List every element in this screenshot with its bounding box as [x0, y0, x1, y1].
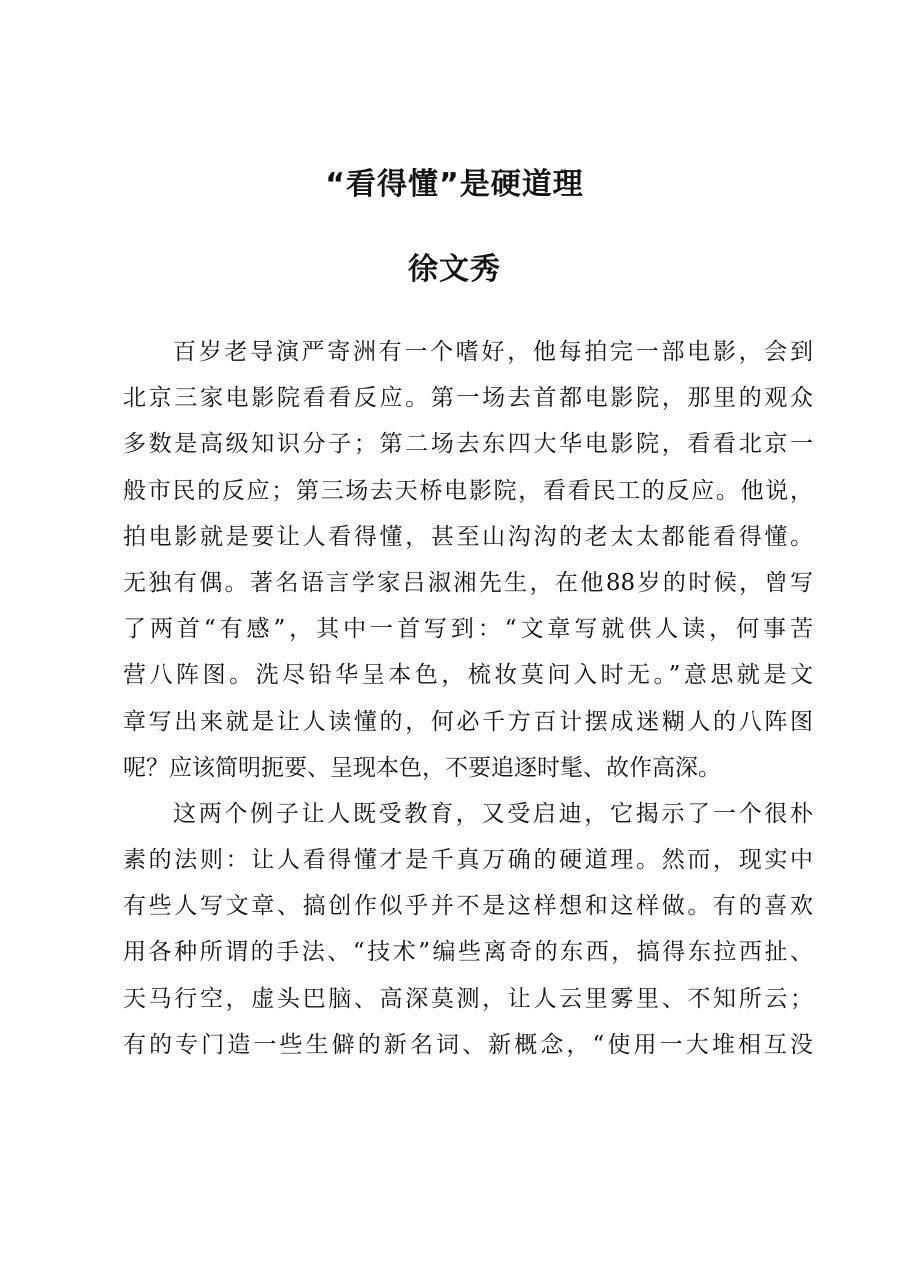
paragraph-2-line-1: 这两个例子让人既受教育，又受启迪，它揭示了一个很朴 [173, 800, 813, 827]
paragraph-2-line-3: 有些人写文章、搞创作似乎并不是这样想和这样做。有的喜欢 [123, 893, 813, 920]
paragraph-1-line-4: 般市民的反应；第三场去天桥电影院，看看民工的反应。他说， [123, 477, 813, 504]
paragraph-1-line-3: 多数是高级知识分子；第二场去东四大华电影院，看看北京一 [123, 431, 813, 458]
paragraph-2-line-2: 素的法则：让人看得懂才是千真万确的硬道理。然而，现实中 [123, 847, 813, 874]
paragraph-2-line-6: 有的专门造一些生僻的新名词、新概念，“使用一大堆相互没 [123, 1031, 813, 1058]
paragraph-1-line-7: 了两首“有感”，其中一首写到：“文章写就供人读，何事苦 [123, 616, 813, 643]
document-title: “看得懂”是硬道理 [325, 167, 584, 202]
paragraph-1-line-2: 北京三家电影院看看反应。第一场去首都电影院，那里的观众 [123, 385, 813, 412]
paragraph-1-line-10: 呢？应该简明扼要、呈现本色，不要追逐时髦、故作高深。 [123, 754, 721, 781]
document-body [123, 334, 813, 1073]
paragraph-1-line-9: 章写出来就是让人读懂的，何必千方百计摆成迷糊人的八阵图 [123, 708, 813, 735]
document-author: 徐文秀 [408, 252, 501, 287]
paragraph-1-line-5: 拍电影就是要让人看得懂，甚至山沟沟的老太太都能看得懂。 [123, 523, 813, 550]
paragraph-2-line-5: 天马行空，虚头巴脑、高深莫测，让人云里雾里、不知所云； [123, 985, 813, 1012]
paragraph-1-line-6: 无独有偶。著名语言学家吕淑湘先生，在他88岁的时候，曾写 [123, 569, 813, 596]
paragraph-1-line-1: 百岁老导演严寄洲有一个嗜好，他每拍完一部电影，会到 [173, 339, 813, 365]
paragraph-1-line-8: 营八阵图。洗尽铅华呈本色，梳妆莫问入时无。”意思就是文 [123, 662, 813, 689]
paragraph-2-line-4: 用各种所谓的手法、“技术”编些离奇的东西，搞得东拉西扯、 [123, 939, 813, 966]
